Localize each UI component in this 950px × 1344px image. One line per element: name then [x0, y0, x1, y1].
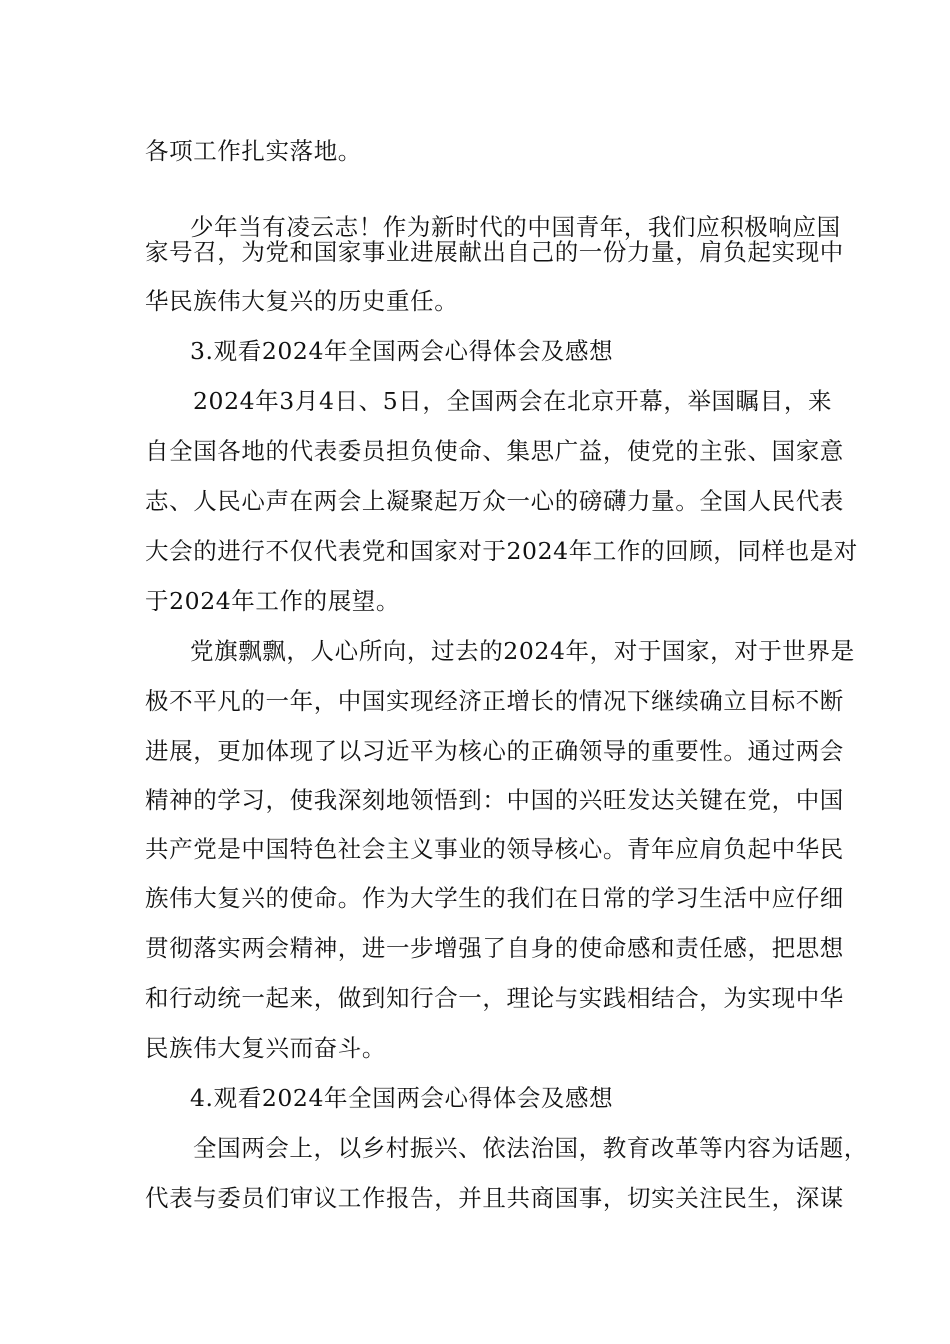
paragraph-line: 全国两会上，以乡村振兴、依法治国，教育改革等内容为话题，: [193, 1134, 868, 1162]
paragraph-line: 进展，更加体现了以习近平为核心的正确领导的重要性。通过两会: [145, 737, 844, 765]
paragraph-line: 精神的学习，使我深刻地领悟到：中国的兴旺发达关键在党，中国: [145, 786, 844, 814]
paragraph-line: 民族伟大复兴而奋斗。: [145, 1034, 386, 1062]
paragraph-line: 华民族伟大复兴的历史重任。: [145, 287, 459, 315]
paragraph-line: 志、人民心声在两会上凝聚起万众一心的磅礴力量。全国人民代表: [145, 487, 844, 515]
paragraph-line: 各项工作扎实落地。: [145, 137, 362, 165]
section-heading: 4.观看2024年全国两会心得体会及感想: [190, 1084, 614, 1112]
paragraph-line: 大会的进行不仅代表党和国家对于2024年工作的回顾，同样也是对: [145, 537, 858, 565]
paragraph-line: 2024年3月4日、5日，全国两会在北京开幕，举国瞩目，来: [193, 387, 833, 415]
paragraph-line: 族伟大复兴的使命。作为大学生的我们在日常的学习生活中应仔细: [145, 884, 844, 912]
paragraph-line: 极不平凡的一年，中国实现经济正增长的情况下继续确立目标不断: [145, 687, 844, 715]
paragraph-line: 于2024年工作的展望。: [145, 587, 401, 615]
paragraph-line: 家号召，为党和国家事业进展献出自己的一份力量，肩负起实现中: [145, 238, 844, 266]
paragraph-line: 共产党是中国特色社会主义事业的领导核心。青年应肩负起中华民: [145, 835, 844, 863]
paragraph-line: 少年当有凌云志！作为新时代的中国青年，我们应积极响应国: [190, 213, 841, 241]
paragraph-line: 党旗飘飘，人心所向，过去的2024年，对于国家，对于世界是: [190, 637, 855, 665]
section-heading: 3.观看2024年全国两会心得体会及感想: [190, 337, 614, 365]
paragraph-line: 贯彻落实两会精神，进一步增强了自身的使命感和责任感，把思想: [145, 934, 844, 962]
paragraph-line: 和行动统一起来，做到知行合一，理论与实践相结合，为实现中华: [145, 984, 844, 1012]
paragraph-line: 代表与委员们审议工作报告，并且共商国事，切实关注民生，深谋: [145, 1184, 844, 1212]
paragraph-line: 自全国各地的代表委员担负使命、集思广益，使党的主张、国家意: [145, 437, 844, 465]
